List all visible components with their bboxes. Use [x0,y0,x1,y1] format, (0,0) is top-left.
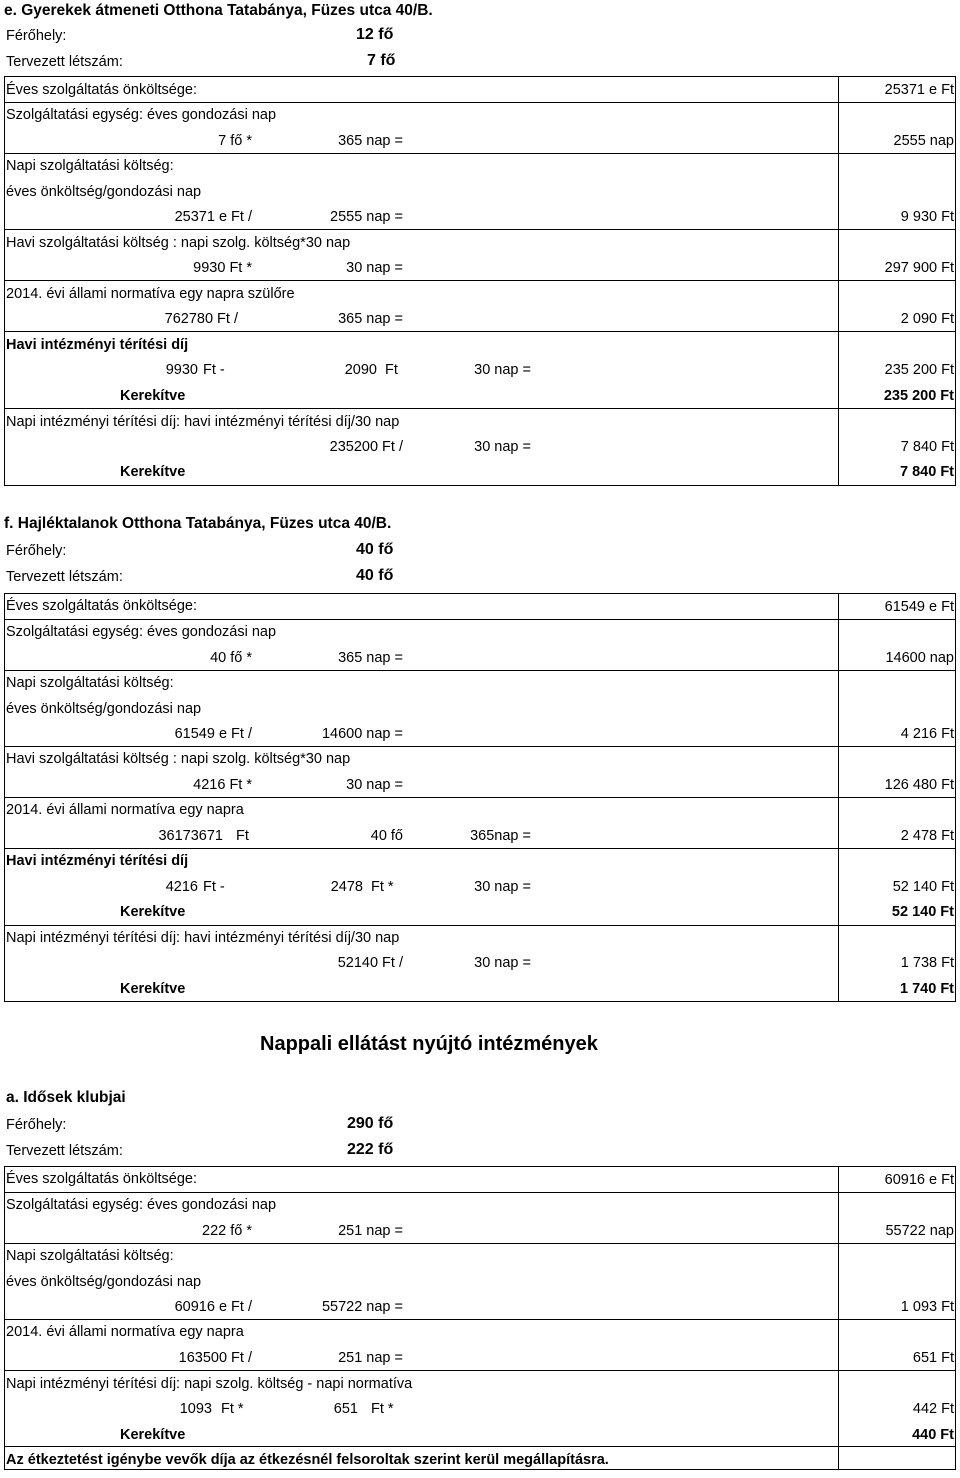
calc-operand: 2090 [344,362,377,378]
daily-cost-label: Napi szolgáltatási költség: [6,1248,174,1264]
calc-operand: 30 nap = [474,955,531,971]
daily-cost-formula: éves önköltség/gondozási nap [6,184,202,200]
planned-headcount-label: Tervezett létszám: [6,1143,123,1159]
calc-result: 4 216 Ft [900,726,954,742]
calc-result: 55722 nap [885,1223,954,1239]
rounded-value: 440 Ft [912,1427,954,1443]
normative-label: 2014. évi állami normatíva egy napra [6,802,244,818]
calc-result: 651 Ft [912,1350,954,1366]
calc-operand: 30 nap = [474,439,531,455]
calc-operand: 61549 e Ft / [174,726,252,742]
calc-operand: Ft [385,362,398,378]
rounded-value: 1 740 Ft [900,981,954,997]
rounded-value: 235 200 Ft [883,388,954,404]
calc-operand: Ft * [371,1401,394,1417]
calc-operand: 9930 Ft * [193,260,252,276]
calc-operand: 163500 Ft / [178,1350,252,1366]
section-f-title: f. Hajléktalanok Otthona Tatabánya, Füzes utca 40/B. [4,515,392,532]
capacity-label: Férőhely: [6,1117,67,1133]
calc-operand: 14600 nap = [321,726,403,742]
capacity-value: 12 fő [356,26,394,43]
monthly-fee-label: Havi intézményi térítési díj [6,337,189,353]
planned-headcount-value: 40 fő [356,567,394,584]
column-divider [838,77,839,485]
calc-result: 52 140 Ft [892,879,954,895]
calc-operand: 52140 Ft / [337,955,403,971]
calc-operand: 9930 [165,362,198,378]
calc-operand: 30 nap = [346,777,403,793]
calc-operand: 2555 nap = [330,209,403,225]
section-a-title: a. Idősek klubjai [6,1089,126,1106]
calc-operand: 2478 [330,879,363,895]
calc-operand: 365nap = [470,828,531,844]
calc-operand: Ft [236,828,249,844]
calc-operand: Ft * [221,1401,244,1417]
calc-operand: 251 nap = [338,1223,403,1239]
capacity-value: 40 fő [356,541,394,558]
monthly-fee-label: Havi intézményi térítési díj [6,853,189,869]
annual-cost-label: Éves szolgáltatás önköltsége: [6,598,198,614]
annual-cost-value: 25371 e Ft [884,82,954,98]
calc-operand: 365 nap = [338,133,403,149]
annual-cost-label: Éves szolgáltatás önköltsége: [6,82,198,98]
calc-operand: 30 nap = [474,362,531,378]
rounded-label: Kerekítve [120,464,186,480]
calc-result: 2 090 Ft [900,311,954,327]
calc-operand: 235200 Ft / [329,439,403,455]
daily-fee-label: Napi intézményi térítési díj: napi szolg. költség - napi normatíva [6,1376,413,1392]
rounded-label: Kerekítve [120,388,186,404]
calc-operand: 4216 [165,879,198,895]
rounded-value: 52 140 Ft [891,904,954,920]
calc-operand: 1093 [179,1401,212,1417]
calc-operand: 222 fő * [202,1223,252,1239]
calc-operand: 762780 Ft / [164,311,238,327]
calc-operand: 651 [333,1401,358,1417]
capacity-label: Férőhely: [6,543,67,559]
calc-operand: 55722 nap = [321,1299,403,1315]
planned-headcount-label: Tervezett létszám: [6,54,123,70]
calc-result: 126 480 Ft [884,777,954,793]
section-e-title: e. Gyerekek átmeneti Otthona Tatabánya, Füzes utca 40/B. [4,2,433,19]
rounded-label: Kerekítve [120,904,186,920]
daily-cost-label: Napi szolgáltatási költség: [6,675,174,691]
calc-operand: Ft - [203,879,225,895]
planned-headcount-label: Tervezett létszám: [6,569,123,585]
footnote: Az étkeztetést igénybe vevők díja az étkezésnél felsoroltak szerint kerül megállapításra. [6,1452,609,1468]
calc-result: 2 478 Ft [900,828,954,844]
calc-operand: 7 fő * [218,133,252,149]
annual-cost-value: 60916 e Ft [884,1172,954,1188]
rounded-label: Kerekítve [120,1427,186,1443]
calc-operand: 30 nap = [346,260,403,276]
service-unit-label: Szolgáltatási egység: éves gondozási nap [6,624,277,640]
normative-label: 2014. évi állami normatíva egy napra szülőre [6,286,295,302]
calc-result: 1 093 Ft [900,1299,954,1315]
daily-cost-formula: éves önköltség/gondozási nap [6,701,202,717]
page-heading: Nappali ellátást nyújtó intézmények [260,1033,598,1055]
calc-result: 442 Ft [912,1401,954,1417]
calc-result: 1 738 Ft [900,955,954,971]
capacity-value: 290 fő [347,1115,394,1132]
monthly-cost-label: Havi szolgáltatási költség : napi szolg. költség*30 nap [6,235,351,251]
calc-operand: 365 nap = [338,650,403,666]
service-unit-label: Szolgáltatási egység: éves gondozási nap [6,1197,277,1213]
calc-operand: 4216 Ft * [193,777,252,793]
calc-operand: 36173671 [158,828,223,844]
calc-result: 2555 nap [893,133,954,149]
monthly-cost-label: Havi szolgáltatási költség : napi szolg. költség*30 nap [6,751,351,767]
rounded-label: Kerekítve [120,981,186,997]
calc-operand: Ft * [371,879,394,895]
calc-result: 7 840 Ft [900,439,954,455]
calc-result: 297 900 Ft [884,260,954,276]
calc-result: 14600 nap [885,650,954,666]
daily-cost-formula: éves önköltség/gondozási nap [6,1274,202,1290]
calc-operand: 251 nap = [338,1350,403,1366]
calc-result: 235 200 Ft [884,362,954,378]
planned-headcount-value: 222 fő [347,1141,394,1158]
daily-cost-label: Napi szolgáltatási költség: [6,158,174,174]
calc-operand: 60916 e Ft / [174,1299,252,1315]
calc-operand: 40 fő [370,828,403,844]
calc-result: 9 930 Ft [900,209,954,225]
daily-fee-label: Napi intézményi térítési díj: havi intézményi térítési díj/30 nap [6,930,400,946]
planned-headcount-value: 7 fő [367,52,396,69]
calc-operand: 25371 e Ft / [174,209,252,225]
daily-fee-label: Napi intézményi térítési díj: havi intézményi térítési díj/30 nap [6,414,400,430]
annual-cost-value: 61549 e Ft [884,599,954,615]
service-unit-label: Szolgáltatási egység: éves gondozási nap [6,107,277,123]
rounded-value: 7 840 Ft [900,464,954,480]
normative-label: 2014. évi állami normatíva egy napra [6,1324,244,1340]
annual-cost-label: Éves szolgáltatás önköltsége: [6,1171,198,1187]
capacity-label: Férőhely: [6,28,67,44]
calc-operand: 30 nap = [474,879,531,895]
calc-operand: 365 nap = [338,311,403,327]
column-divider [838,1167,839,1469]
calc-operand: 40 fő * [210,650,252,666]
calc-operand: Ft - [203,362,225,378]
